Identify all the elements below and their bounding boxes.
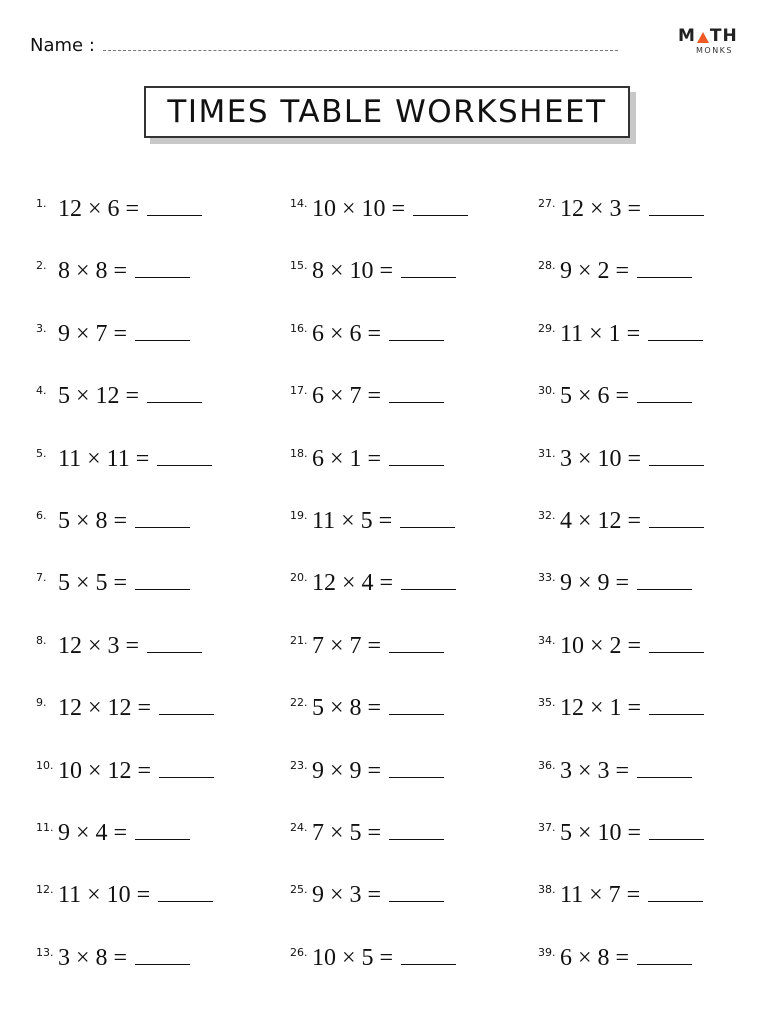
problem-item bbox=[290, 820, 444, 847]
answer-blank[interactable] bbox=[648, 340, 703, 341]
problem-expression: 9 × 4 = bbox=[58, 820, 128, 846]
answer-blank[interactable] bbox=[147, 215, 202, 216]
problem-expression: 9 × 3 = bbox=[312, 882, 382, 909]
answer-blank[interactable] bbox=[389, 465, 444, 466]
problem-number: 27. bbox=[538, 197, 556, 210]
problem-item bbox=[36, 196, 202, 223]
problem-number: 39. bbox=[538, 945, 556, 959]
title-banner bbox=[144, 86, 630, 138]
problem-number: 32. bbox=[538, 509, 556, 522]
problem-item bbox=[290, 196, 468, 223]
problem-item bbox=[538, 508, 704, 535]
problem-expression: 3 × 8 = bbox=[58, 944, 128, 971]
answer-blank[interactable] bbox=[401, 277, 456, 278]
problem-expression: 3 × 10 = bbox=[560, 445, 642, 472]
problem-expression: 12 × 12 = bbox=[58, 695, 152, 722]
answer-blank[interactable] bbox=[135, 589, 190, 590]
problem-number: 36. bbox=[538, 758, 556, 772]
problem-item bbox=[36, 446, 212, 473]
problem-expression: 9 × 9 = bbox=[312, 757, 382, 784]
problem-expression: 12 × 1 = bbox=[560, 695, 642, 722]
problem-number: 22. bbox=[290, 696, 308, 710]
answer-blank[interactable] bbox=[158, 901, 213, 902]
problem-number: 9. bbox=[36, 696, 47, 710]
name-row bbox=[30, 34, 618, 56]
problem-item bbox=[538, 882, 703, 909]
answer-blank[interactable] bbox=[637, 589, 692, 590]
problem-expression: 4 × 12 = bbox=[560, 508, 642, 534]
problem-expression: 5 × 6 = bbox=[560, 383, 630, 410]
problem-number: 3. bbox=[36, 321, 47, 335]
answer-blank[interactable] bbox=[159, 777, 214, 778]
name-label: Name : bbox=[30, 35, 95, 56]
problem-expression: 5 × 8 = bbox=[312, 695, 382, 722]
problem-item bbox=[36, 508, 190, 535]
problem-number: 12. bbox=[36, 883, 54, 897]
answer-blank[interactable] bbox=[637, 277, 692, 278]
problem-item bbox=[36, 820, 190, 847]
problem-item bbox=[290, 446, 444, 473]
problem-item bbox=[538, 446, 704, 473]
answer-blank[interactable] bbox=[135, 340, 190, 341]
answer-blank[interactable] bbox=[389, 714, 444, 715]
answer-blank[interactable] bbox=[648, 901, 703, 902]
logo-letters-th: TH bbox=[709, 26, 738, 46]
problem-expression: 12 × 4 = bbox=[312, 570, 394, 597]
problem-item bbox=[36, 945, 190, 972]
problem-expression: 9 × 7 = bbox=[58, 320, 128, 347]
answer-blank[interactable] bbox=[401, 964, 456, 965]
problem-item bbox=[290, 633, 444, 660]
problem-number: 1. bbox=[36, 197, 47, 210]
problem-expression: 6 × 6 = bbox=[312, 320, 382, 347]
problem-number: 14. bbox=[290, 197, 308, 210]
problem-number: 7. bbox=[36, 571, 47, 585]
answer-blank[interactable] bbox=[400, 527, 455, 528]
logo-letter-m: M bbox=[678, 26, 696, 46]
problem-expression: 11 × 7 = bbox=[560, 882, 641, 909]
answer-blank[interactable] bbox=[389, 652, 444, 653]
answer-blank[interactable] bbox=[649, 839, 704, 840]
answer-blank[interactable] bbox=[135, 964, 190, 965]
problem-expression: 8 × 10 = bbox=[312, 258, 394, 285]
problem-number: 15. bbox=[290, 259, 308, 273]
problem-number: 28. bbox=[538, 259, 556, 273]
problem-expression: 5 × 12 = bbox=[58, 383, 140, 410]
answer-blank[interactable] bbox=[413, 215, 468, 216]
problem-expression: 5 × 5 = bbox=[58, 570, 128, 597]
answer-blank[interactable] bbox=[401, 589, 456, 590]
problem-number: 25. bbox=[290, 883, 308, 897]
problem-item bbox=[538, 695, 704, 722]
problem-expression: 9 × 9 = bbox=[560, 570, 630, 597]
problem-number: 38. bbox=[538, 883, 556, 897]
answer-blank[interactable] bbox=[649, 714, 704, 715]
problem-item bbox=[538, 758, 692, 785]
problem-number: 33. bbox=[538, 571, 556, 585]
problem-expression: 10 × 10 = bbox=[312, 196, 406, 222]
problem-expression: 11 × 5 = bbox=[312, 508, 393, 534]
problem-expression: 10 × 12 = bbox=[58, 757, 152, 784]
problem-expression: 11 × 11 = bbox=[58, 445, 150, 472]
problem-item bbox=[36, 570, 190, 597]
answer-blank[interactable] bbox=[157, 465, 212, 466]
answer-blank[interactable] bbox=[649, 465, 704, 466]
problem-item bbox=[290, 882, 444, 909]
answer-blank[interactable] bbox=[389, 777, 444, 778]
problem-number: 16. bbox=[290, 321, 308, 335]
problem-number: 35. bbox=[538, 696, 556, 710]
problem-number: 18. bbox=[290, 446, 308, 460]
problem-item bbox=[290, 570, 456, 597]
triangle-icon bbox=[697, 32, 709, 43]
answer-blank[interactable] bbox=[135, 277, 190, 278]
problem-expression: 6 × 1 = bbox=[312, 445, 382, 472]
problem-number: 31. bbox=[538, 446, 556, 460]
problem-expression: 12 × 3 = bbox=[560, 196, 642, 222]
problem-expression: 5 × 10 = bbox=[560, 820, 642, 846]
problem-number: 21. bbox=[290, 633, 308, 647]
problem-item bbox=[36, 383, 202, 410]
problem-expression: 6 × 7 = bbox=[312, 383, 382, 410]
problem-number: 34. bbox=[538, 633, 556, 647]
problem-expression: 7 × 5 = bbox=[312, 820, 382, 846]
answer-blank[interactable] bbox=[147, 402, 202, 403]
problem-expression: 11 × 10 = bbox=[58, 882, 151, 909]
problem-item bbox=[538, 945, 692, 972]
problem-item bbox=[290, 758, 444, 785]
problem-expression: 7 × 7 = bbox=[312, 632, 382, 659]
answer-blank[interactable] bbox=[135, 839, 190, 840]
answer-blank[interactable] bbox=[389, 340, 444, 341]
answer-blank[interactable] bbox=[147, 652, 202, 653]
logo-wordmark bbox=[678, 26, 742, 46]
answer-blank[interactable] bbox=[135, 527, 190, 528]
problem-expression: 9 × 2 = bbox=[560, 258, 630, 285]
problem-item bbox=[538, 383, 692, 410]
problem-number: 26. bbox=[290, 945, 308, 959]
problem-item bbox=[290, 321, 444, 348]
problem-number: 30. bbox=[538, 384, 556, 398]
answer-blank[interactable] bbox=[649, 652, 704, 653]
answer-blank[interactable] bbox=[389, 402, 444, 403]
name-field[interactable] bbox=[103, 34, 618, 51]
problem-item bbox=[36, 258, 190, 285]
problem-expression: 6 × 8 = bbox=[560, 944, 630, 971]
problem-item bbox=[538, 321, 703, 348]
problem-item bbox=[538, 633, 704, 660]
math-monks-logo bbox=[678, 26, 742, 55]
problem-item bbox=[36, 633, 202, 660]
problem-item bbox=[538, 196, 704, 223]
problem-number: 10. bbox=[36, 758, 54, 772]
problem-expression: 3 × 3 = bbox=[560, 757, 630, 784]
title-box bbox=[144, 86, 630, 138]
problem-item bbox=[290, 695, 444, 722]
answer-blank[interactable] bbox=[649, 215, 704, 216]
problem-number: 13. bbox=[36, 945, 54, 959]
answer-blank[interactable] bbox=[159, 714, 214, 715]
answer-blank[interactable] bbox=[649, 527, 704, 528]
answer-blank[interactable] bbox=[389, 839, 444, 840]
problem-expression: 5 × 8 = bbox=[58, 508, 128, 534]
problem-item bbox=[36, 321, 190, 348]
problem-number: 24. bbox=[290, 821, 308, 834]
answer-blank[interactable] bbox=[637, 777, 692, 778]
problem-number: 20. bbox=[290, 571, 308, 585]
problem-number: 23. bbox=[290, 758, 308, 772]
problem-expression: 10 × 5 = bbox=[312, 944, 394, 971]
problem-number: 8. bbox=[36, 633, 47, 647]
problem-number: 29. bbox=[538, 321, 556, 335]
problem-expression: 8 × 8 = bbox=[58, 258, 128, 285]
problem-item bbox=[290, 258, 456, 285]
problem-expression: 10 × 2 = bbox=[560, 632, 642, 659]
problem-item bbox=[538, 820, 704, 847]
problem-item bbox=[290, 945, 456, 972]
problem-number: 4. bbox=[36, 384, 47, 398]
problem-expression: 12 × 3 = bbox=[58, 632, 140, 659]
problem-expression: 12 × 6 = bbox=[58, 196, 140, 222]
problem-number: 6. bbox=[36, 509, 47, 522]
problem-number: 11. bbox=[36, 821, 54, 834]
problem-item bbox=[290, 383, 444, 410]
problem-expression: 11 × 1 = bbox=[560, 320, 641, 347]
problem-item bbox=[538, 570, 692, 597]
problem-item bbox=[36, 882, 213, 909]
problem-item bbox=[290, 508, 455, 535]
problem-number: 19. bbox=[290, 509, 308, 522]
problem-number: 17. bbox=[290, 384, 308, 398]
answer-blank[interactable] bbox=[637, 402, 692, 403]
problem-item bbox=[538, 258, 692, 285]
answer-blank[interactable] bbox=[389, 901, 444, 902]
problem-number: 5. bbox=[36, 446, 47, 460]
problem-number: 2. bbox=[36, 259, 47, 273]
problem-number: 37. bbox=[538, 821, 556, 834]
page-title: TIMES TABLE WORKSHEET bbox=[167, 94, 607, 130]
logo-subtitle: MONKS bbox=[696, 46, 734, 55]
problem-item bbox=[36, 695, 214, 722]
problem-item bbox=[36, 758, 214, 785]
answer-blank[interactable] bbox=[637, 964, 692, 965]
